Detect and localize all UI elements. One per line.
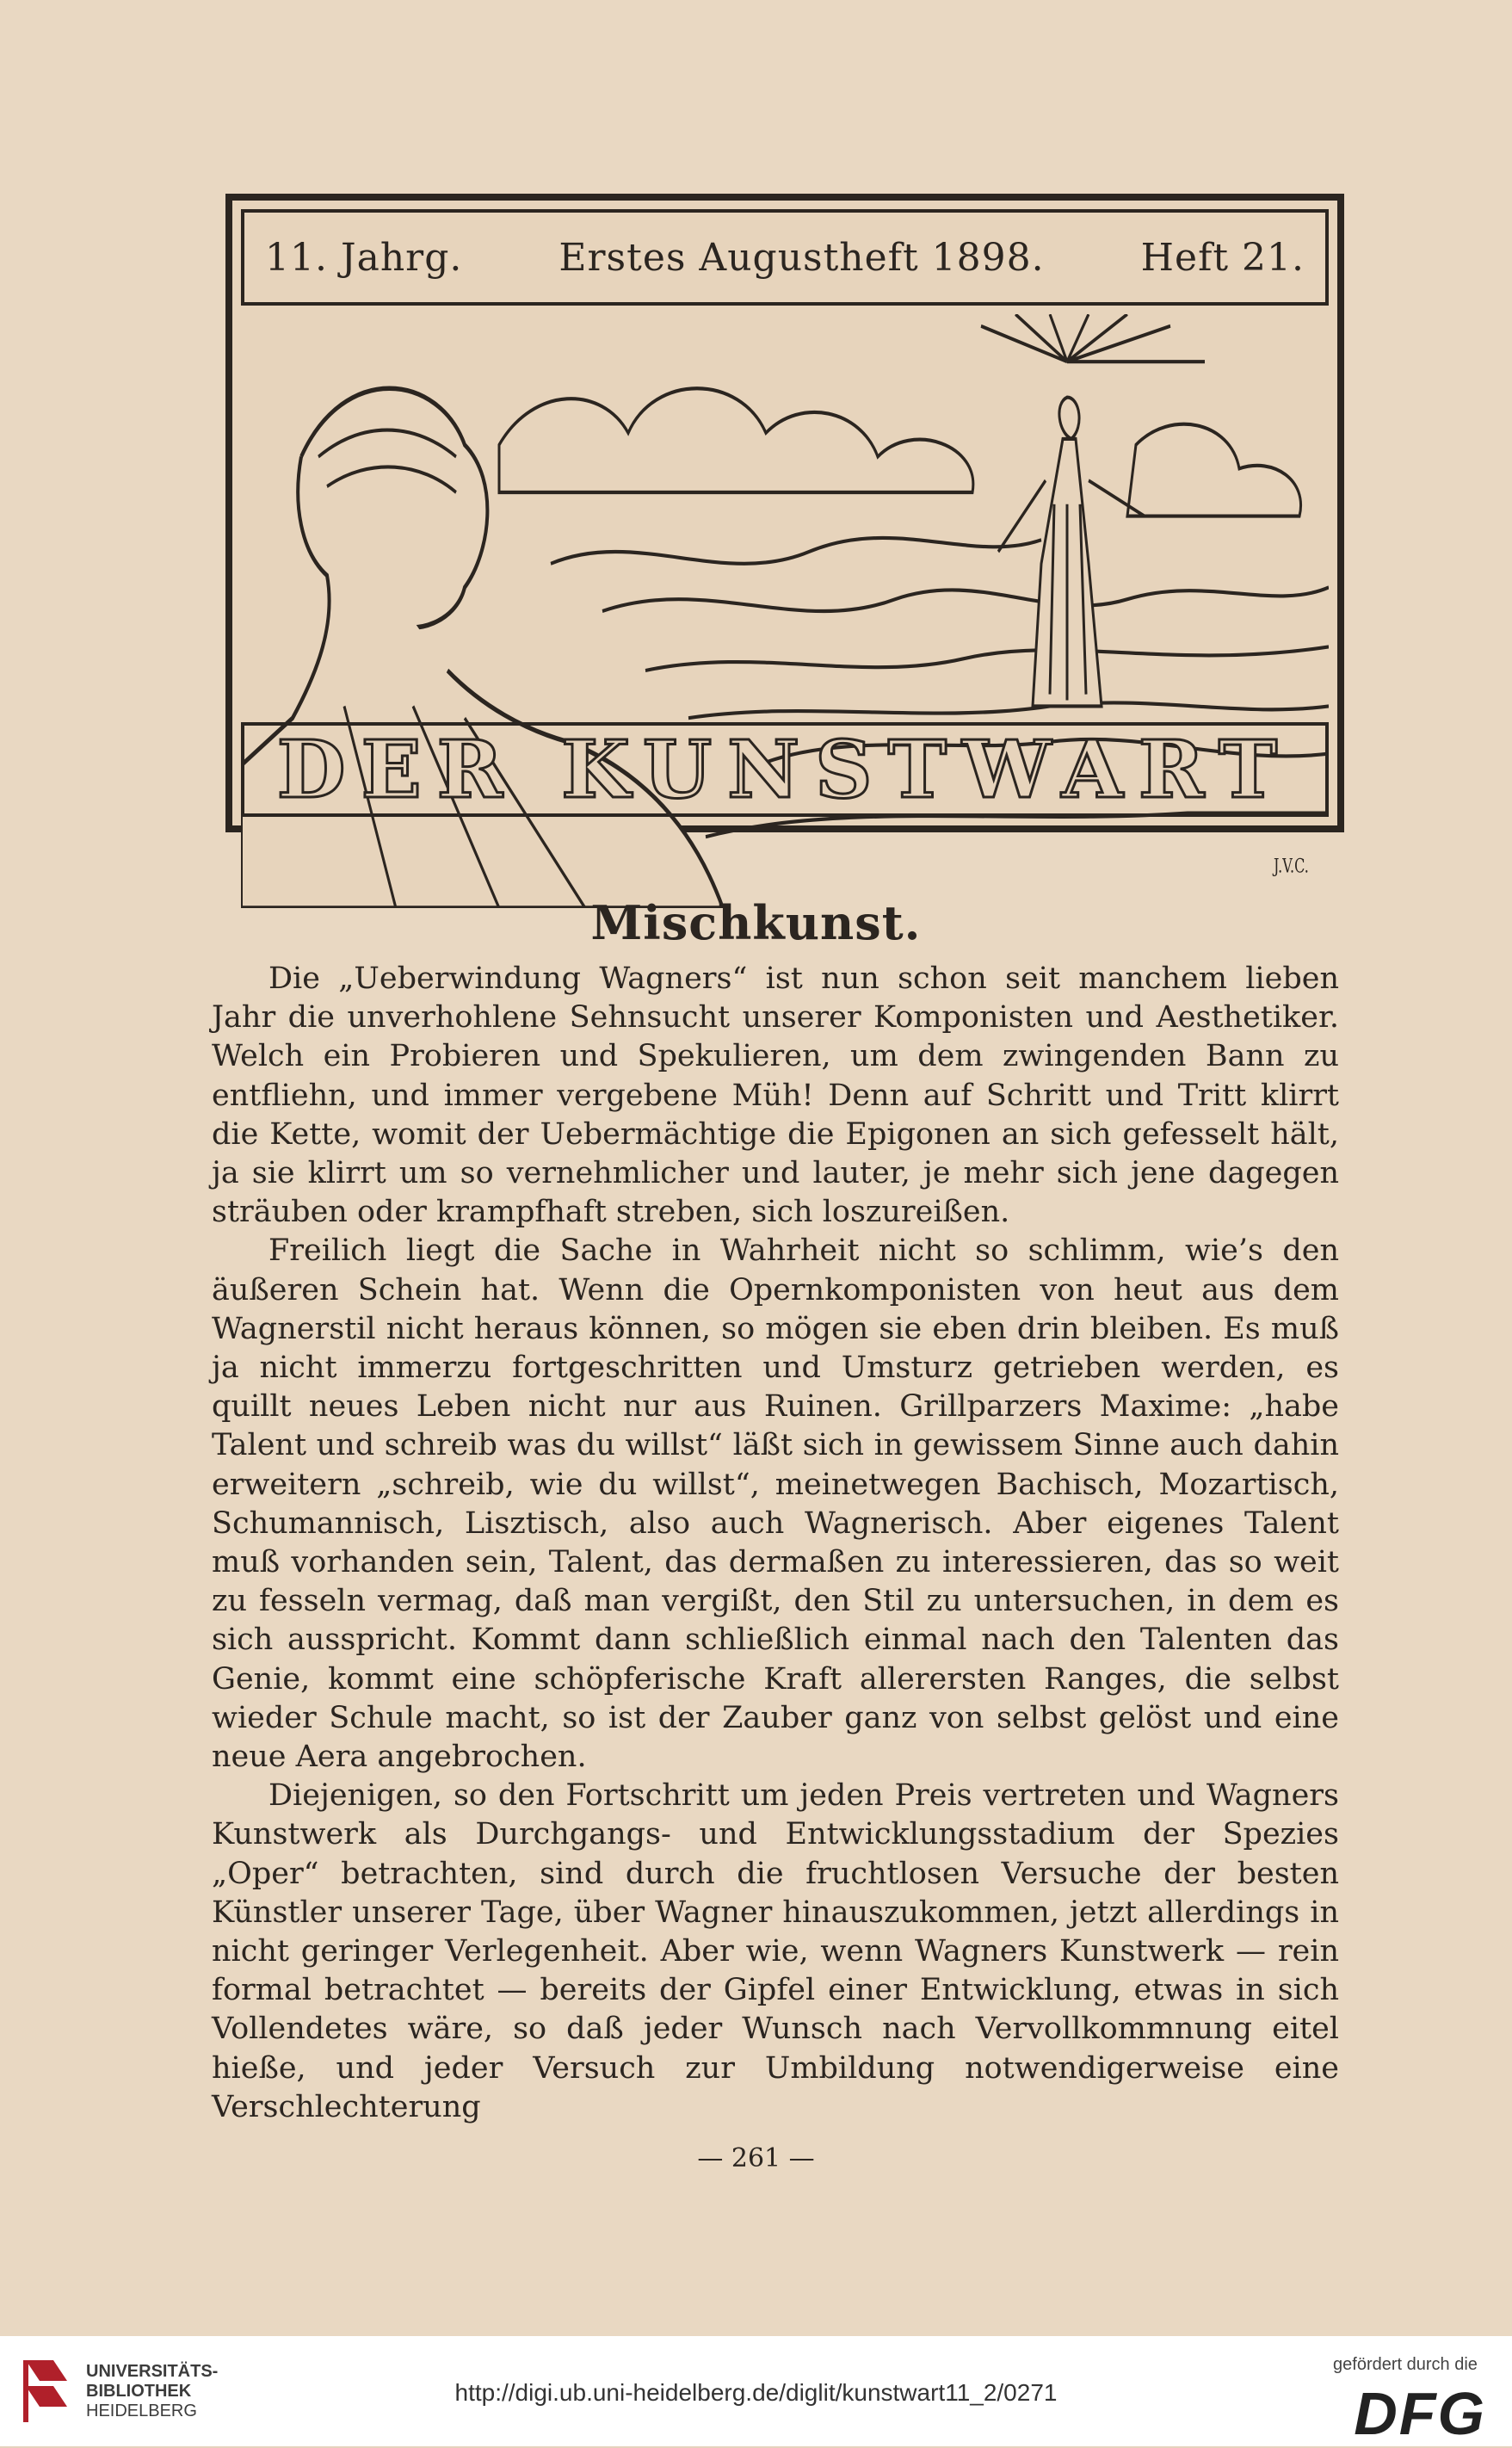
issue-info-bar [241, 209, 1329, 306]
paragraph: Diejenigen, so den Fortschritt um jeden Preis vertreten und Wagners Kunstwerk als Durchgangs- und Entwicklungsstadium der Spezies „Oper“ betrachten, sind durch die fruchtlosen Versuche der besten Künstler unserer Tage, über Wagner hinauszukommen, jetzt allerdings in nicht geringer Verlegenheit. Aber wie, wenn Wagners Kunstwerk — rein formal betrachtet — bereits der Gipfel einer Entwicklung, etwas in sich Vollendetes wäre, so daß jeder Wunsch nach Vervollkommnung eitel hieße, und jeder Versuch zur Umbildung notwendigerweise eine Verschlechterung [212, 1778, 1339, 2124]
digitization-footer [0, 2336, 1512, 2446]
issue-number: Heft 21. [1140, 235, 1305, 280]
article-body [212, 960, 1339, 2127]
university-name: UNIVERSITÄTS- BIBLIOTHEK HEIDELBERG [86, 2362, 219, 2420]
header-illustration [241, 314, 1329, 908]
journal-masthead: DER KUNSTWART [241, 722, 1329, 817]
permalink-url[interactable]: http://digi.ub.uni-heidelberg.de/diglit/kunstwart11_2/0271 [454, 2379, 1058, 2406]
funding-note: gefördert durch die [1333, 2355, 1478, 2374]
page-number: — 261 — [697, 2143, 815, 2173]
journal-header [225, 194, 1344, 878]
issue-date: Erstes Augustheft 1898. [559, 235, 1045, 280]
volume-label: 11. Jahrg. [265, 235, 463, 280]
paragraph: Freilich liegt die Sache in Wahrheit nicht so schlimm, wie’s den äußeren Schein hat. Wenn die Opernkomponisten von heut aus dem Wagnerstil nicht heraus können, so mögen sie eben drin bleiben. Es muß ja nicht immerzu fortgeschritten und Umsturz getrieben werden, es quillt neues Leben nicht nur aus Ruinen. Grillparzers Maxime: „habe Talent und schreib was du willst“ läßt sich in gewissem Sinne auch dahin erweitern „schreib, wie du willst“, meinetwegen Bachisch, Mozartisch, Schumannisch, Lisztisch, also auch Wagnerisch. Aber eigenes Talent muß vorhanden sein, Talent, das dermaßen zu interessieren, das so weit zu fesseln vermag, daß man vergißt, den Stil zu untersuchen, in dem es sich ausspricht. Kommt dann schließlich einmal nach den Talenten das Genie, kommt eine schöpferische Kraft allerersten Ranges, die selbst wieder Schule macht, so ist der Zauber ganz von selbst gelöst und eine neue Aera angebrochen. [212, 1233, 1339, 1775]
article-title: Mischkunst. [590, 895, 922, 950]
paragraph: Die „Ueberwindung Wagners“ ist nun schon seit manchem lieben Jahr die unverhohlene Sehnsucht unserer Komponisten und Aesthetiker. Welch ein Probieren und Spekulieren, um dem zwingenden Bann zu entfliehn, und immer vergebene Müh! Denn auf Schritt und Tritt klirrt die Kette, womit der Uebermächtige die Epigonen an sich gefesselt hält, ja sie klirrt um so vernehmlicher und lauter, je mehr sich jene dagegen sträuben oder krampfhaft streben, sich loszureißen. [212, 961, 1339, 1230]
dfg-logo: DFG [1354, 2380, 1486, 2447]
artist-signature: J.V.C. [1274, 854, 1309, 878]
